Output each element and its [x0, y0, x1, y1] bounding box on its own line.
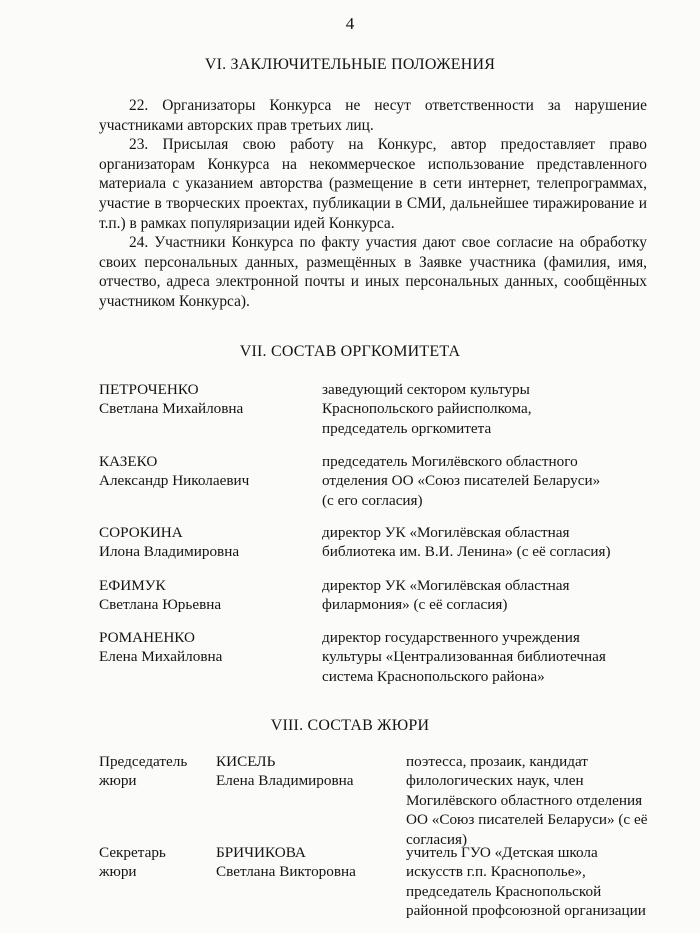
orgcom-member-5-role	[322, 628, 606, 686]
role-line: директор государственного учреждения	[322, 629, 580, 646]
orgcom-member-4-role	[322, 576, 569, 615]
position-line: жюри	[99, 863, 137, 881]
role-line: заведующий сектором культуры	[322, 381, 530, 398]
orgcom-member-3-role	[322, 523, 611, 562]
orgcom-member-5-person	[99, 628, 222, 667]
role-line: районной профсоюзной организации	[406, 902, 646, 920]
position-line: Председатель	[99, 753, 188, 770]
role-line: поэтесса, прозаик, кандидат	[406, 753, 588, 770]
member-surname: ЕФИМУК	[99, 577, 166, 594]
section-7-heading: VII. СОСТАВ ОРГКОМИТЕТА	[239, 343, 461, 360]
role-line: председатель оргкомитета	[322, 419, 492, 437]
role-line: Краснопольского райисполкома,	[322, 400, 532, 418]
jury-member-2-position	[99, 843, 166, 882]
member-surname: СОРОКИНА	[99, 524, 183, 541]
member-surname: КИСЕЛЬ	[216, 753, 276, 770]
role-line: (с его согласия)	[322, 491, 423, 509]
member-name: Светлана Михайловна	[99, 400, 244, 418]
role-line: председатель Краснопольской	[406, 882, 602, 900]
section-6-heading: VI. ЗАКЛЮЧИТЕЛЬНЫЕ ПОЛОЖЕНИЯ	[204, 56, 496, 73]
member-name: Илона Владимировна	[99, 543, 240, 561]
jury-member-1-role	[406, 752, 647, 849]
role-line: Могилёвского областного отделения	[406, 791, 643, 809]
page-number: 4	[345, 14, 355, 33]
member-surname: КАЗЕКО	[99, 453, 158, 470]
jury-member-1-position	[99, 752, 187, 791]
jury-member-2-person	[216, 843, 356, 882]
role-line: ОО «Союз писателей Беларуси» (с её	[406, 811, 648, 829]
role-line: искусств г.п. Краснополье»,	[406, 863, 586, 881]
orgcom-member-1-person	[99, 380, 243, 419]
role-line: система Краснопольского района»	[322, 667, 545, 685]
position-line: Секретарь	[99, 844, 166, 861]
role-line: культуры «Централизованная библиотечная	[322, 648, 606, 666]
member-surname: РОМАНЕНКО	[99, 629, 196, 646]
orgcom-member-3-person	[99, 523, 239, 562]
role-line: отделения ОО «Союз писателей Беларуси»	[322, 472, 601, 490]
role-line: директор УК «Могилёвская областная	[322, 524, 570, 541]
position-line: жюри	[99, 772, 137, 790]
member-name: Елена Михайловна	[99, 648, 223, 666]
paragraph-22: 22. Организаторы Конкурса не несут ответственности за нарушение участниками авторских прав третьих лиц.	[99, 97, 647, 134]
role-line: филологических наук, член	[406, 772, 584, 790]
member-name: Александр Николаевич	[99, 472, 250, 490]
member-name: Елена Владимировна	[216, 772, 354, 790]
paragraph-24: 24. Участники Конкурса по факту участия дают свое согласие на обработку своих персональных данных, размещённых в Заявке участника (фамилия, имя, отчество, адреса электронной почты и иных персональных данных, сообщённых участником Конкурса).	[99, 234, 647, 311]
section-8-heading: VIII. СОСТАВ ЖЮРИ	[270, 717, 430, 734]
orgcom-member-2-role	[322, 452, 600, 510]
jury-member-1-person	[216, 752, 354, 791]
role-line: председатель Могилёвского областного	[322, 453, 578, 470]
role-line: директор УК «Могилёвская областная	[322, 577, 570, 594]
member-surname: ПЕТРОЧЕНКО	[99, 381, 199, 398]
member-name: Светлана Юрьевна	[99, 596, 222, 614]
paragraph-23: 23. Присылая свою работу на Конкурс, автор предоставляет право организаторам Конкурса на некоммерческое использование представленного материала с указанием авторства (размещение в сети интернет, телепрограммах, участие в творческих проектах, публикации в СМИ, дальнейшее тиражирование и т.п.) в рамках популяризации идей Конкурса.	[99, 136, 647, 232]
role-line: согласия)	[406, 830, 468, 848]
role-line: филармония» (с её согласия)	[322, 596, 508, 614]
orgcom-member-4-person	[99, 576, 221, 615]
member-name: Светлана Викторовна	[216, 863, 356, 881]
jury-member-2-role	[406, 843, 646, 921]
orgcom-member-1-role	[322, 380, 532, 438]
member-surname: БРИЧИКОВА	[216, 844, 306, 861]
role-line: библиотека им. В.И. Ленина» (с её согласия)	[322, 543, 611, 561]
orgcom-member-2-person	[99, 452, 249, 491]
role-line: учитель ГУО «Детская школа	[406, 844, 598, 861]
